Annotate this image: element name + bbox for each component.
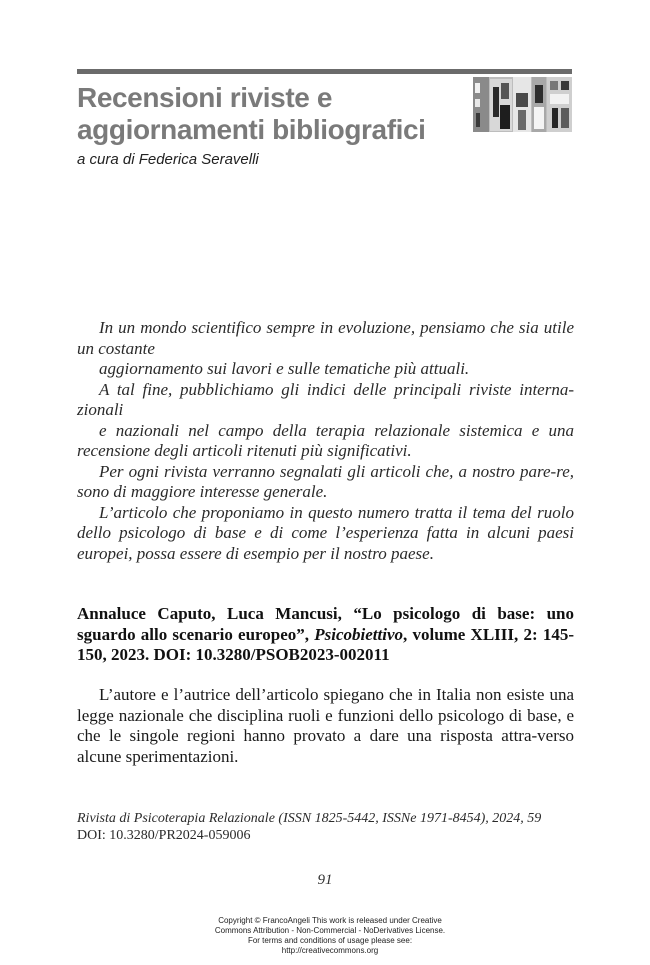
top-rule (77, 69, 572, 74)
license-line: Copyright © FrancoAngeli This work is released under Creative (218, 916, 442, 925)
intro-paragraph: L’articolo che proponiamo in questo numero tratta il tema del ruolo dello psicologo di base e di come l’esperienza fatta in alcuni paesi europei, possa essere di esempio per il nostro paese. (77, 502, 574, 563)
header-photo (473, 77, 572, 132)
journal-reference-title: Rivista di Psicoterapia Relazionale (ISSN 1825-5442, ISSNe 1971-8454), 2024, 59 (77, 811, 542, 826)
intro-paragraph: A tal fine, pubblichiamo gli indici delle principali riviste interna-zionali (77, 379, 574, 419)
journal-reference (77, 810, 574, 844)
intro-paragraph: e nazionali nel campo della terapia relazionale sistemica e una recensione degli articoli ritenuti più significativi. (77, 420, 574, 460)
license-link[interactable]: http://creativecommons.org (281, 946, 379, 955)
article-citation (77, 604, 574, 666)
license-line: Commons Attribution - Non-Commercial - NoDerivatives License. (214, 926, 446, 935)
page-number: 91 (317, 872, 333, 888)
citation-journal: Psicobiettivo (314, 624, 404, 644)
section-title-line1: Recensioni riviste e (77, 82, 333, 113)
license-line: For terms and conditions of usage please see: (247, 936, 413, 945)
intro-paragraph: In un mondo scientifico sempre in evoluzione, pensiamo che sia utile un costante (77, 318, 574, 358)
citation-details: , volume XLIII, 2: 145-150, 2023. DOI: 10.3280/PSOB2023-002011 (77, 624, 574, 664)
section-title-line2: aggiornamenti bibliografici (77, 114, 426, 145)
article-summary: L’autore e l’autrice dell’articolo spiegano che in Italia non esiste una legge nazionale che disciplina ruoli e funzioni dello psicologo di base, e che le singole regioni hanno provato a dare una risposta attra-verso alcune sperimentazioni. (77, 685, 574, 766)
journal-reference-doi: DOI: 10.3280/PR2024-059006 (77, 828, 251, 843)
intro-paragraph: aggiornamento sui lavori e sulle tematiche più attuali. (99, 359, 470, 378)
license-notice (190, 916, 470, 956)
editor-credit: a cura di Federica Seravelli (77, 151, 259, 168)
intro-text (77, 318, 574, 564)
intro-paragraph: Per ogni rivista verranno segnalati gli articoli che, a nostro pare-re, sono di maggiore interesse generale. (77, 461, 574, 501)
citation-authors-title: Annaluce Caputo, Luca Mancusi, “Lo psicologo di base: uno sguardo allo scenario europeo”, (77, 604, 574, 644)
section-title (77, 82, 457, 146)
